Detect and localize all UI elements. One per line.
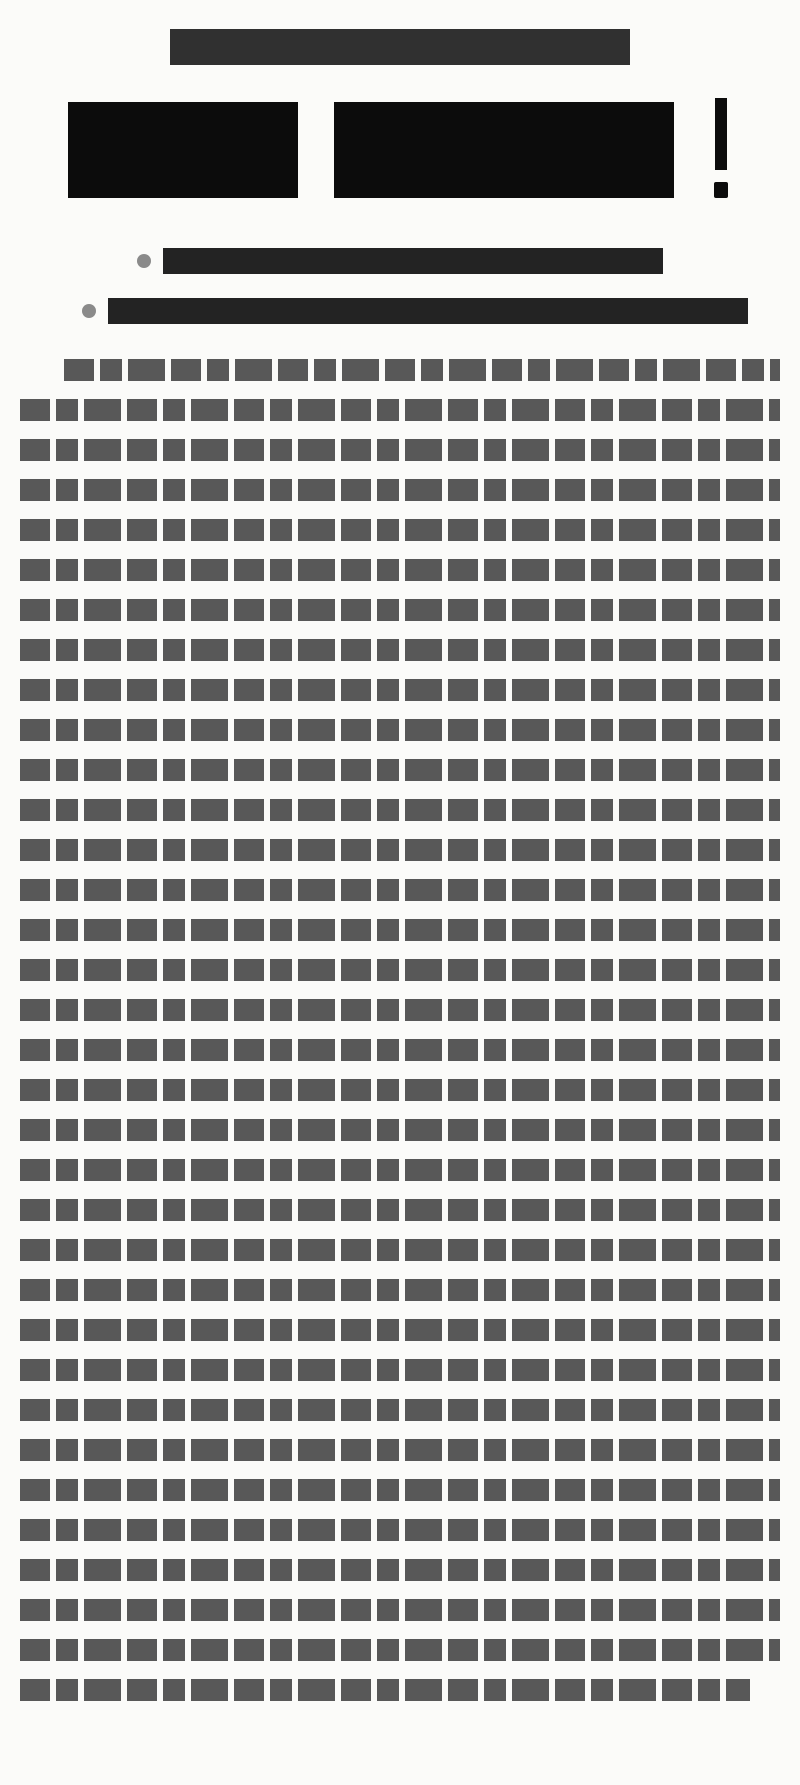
body-line-text (20, 799, 780, 821)
body-line (20, 1590, 780, 1630)
body-line-text (20, 679, 780, 701)
body-line (20, 510, 780, 550)
highlights (16, 236, 784, 336)
headline-word (68, 102, 298, 198)
body-line-text (20, 719, 780, 741)
body-line (20, 1310, 780, 1350)
headline (16, 80, 784, 220)
headline-kicker (16, 18, 784, 76)
body-line (20, 1070, 780, 1110)
body-line-text (20, 1039, 780, 1061)
body-line (20, 550, 780, 590)
body-line-text (20, 1599, 780, 1621)
body-line (20, 710, 780, 750)
bullet-icon (137, 254, 151, 268)
body-line-text (20, 599, 780, 621)
exclamation-mark (710, 98, 732, 202)
body-line-text (20, 1279, 780, 1301)
body-line-text (20, 479, 780, 501)
body-line-text (20, 1319, 780, 1341)
highlight-item (16, 236, 784, 286)
body-line-text (20, 1199, 780, 1221)
body-line (20, 990, 780, 1030)
body-line-text (20, 839, 780, 861)
body-line-text (20, 1439, 780, 1461)
body-line (20, 430, 780, 470)
highlight-item (16, 286, 784, 336)
body-line-text (20, 1399, 780, 1421)
headline-kicker-text (170, 29, 630, 65)
body-line-text (20, 1119, 780, 1141)
body-line-text (20, 1679, 750, 1701)
body-line-text (20, 1479, 780, 1501)
body-line (20, 350, 780, 390)
highlight-text (163, 248, 663, 274)
body-line (20, 830, 780, 870)
body-line-text (20, 439, 780, 461)
article-body (16, 350, 784, 1710)
body-line-text (20, 879, 780, 901)
body-line-text (20, 519, 780, 541)
body-line (20, 1670, 780, 1710)
body-line (20, 470, 780, 510)
body-line-text (20, 1359, 780, 1381)
body-line (20, 1350, 780, 1390)
body-line (20, 1430, 780, 1470)
body-line-text (20, 1159, 780, 1181)
body-line (20, 670, 780, 710)
body-line (20, 590, 780, 630)
body-line-text (20, 959, 780, 981)
body-line (20, 790, 780, 830)
body-line (20, 750, 780, 790)
bullet-icon (82, 304, 96, 318)
body-line (20, 1470, 780, 1510)
body-line-text (20, 639, 780, 661)
headline-word (334, 102, 674, 198)
body-line (20, 1630, 780, 1670)
body-line (20, 950, 780, 990)
body-line-text (20, 1639, 780, 1661)
body-line-text (20, 1559, 780, 1581)
body-line-text (20, 759, 780, 781)
body-line-text (20, 399, 780, 421)
body-line-text (20, 1519, 780, 1541)
body-line (20, 390, 780, 430)
body-line (20, 870, 780, 910)
body-line (20, 1510, 780, 1550)
body-line-text (20, 559, 780, 581)
body-line-text (20, 1079, 780, 1101)
body-line (20, 1390, 780, 1430)
highlight-text (108, 298, 748, 324)
body-line (20, 1110, 780, 1150)
body-line (20, 1550, 780, 1590)
body-line-text (20, 919, 780, 941)
body-line-text (64, 359, 780, 381)
body-line (20, 1030, 780, 1070)
body-line (20, 1190, 780, 1230)
body-line-text (20, 999, 780, 1021)
body-line (20, 1230, 780, 1270)
body-line (20, 1150, 780, 1190)
body-line (20, 1270, 780, 1310)
body-line (20, 910, 780, 950)
body-line-text (20, 1239, 780, 1261)
body-line (20, 630, 780, 670)
